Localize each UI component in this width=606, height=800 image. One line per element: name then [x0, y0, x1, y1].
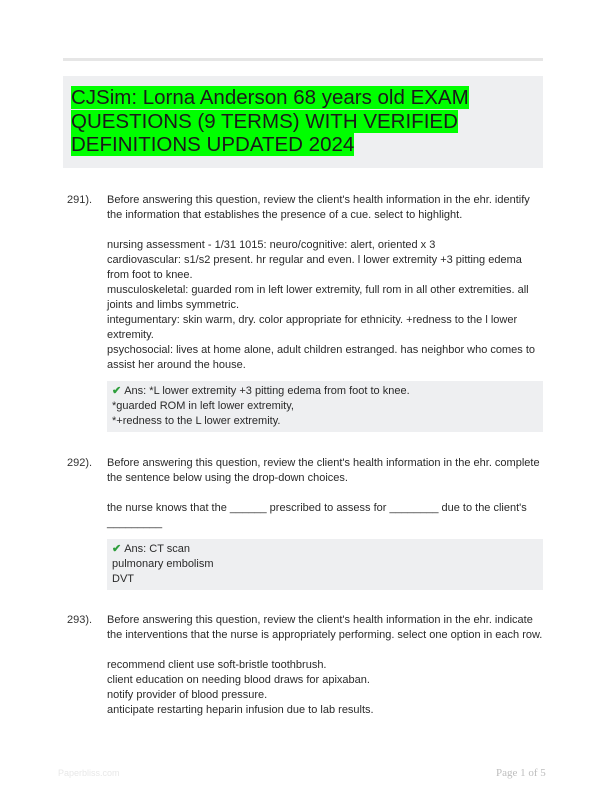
detail-line: notify provider of blood pressure. — [107, 689, 268, 701]
answer-line: DVT — [112, 573, 134, 585]
detail-line: anticipate restarting heparin infusion due to lab results. — [107, 704, 374, 716]
answer-line: *guarded ROM in left lower extremity, — [112, 400, 294, 412]
question-292 — [67, 456, 543, 590]
detail-line: integumentary: skin warm, dry. color appropriate for ethnicity. +redness to the l lower extremity. — [107, 314, 518, 341]
watermark: Paperbliss.com — [58, 768, 120, 778]
detail-line: recommend client use soft-bristle toothbrush. — [107, 659, 327, 671]
question-prompt: Before answering this question, review the client's health information in the ehr. identify the information that establishes the presence of a cue. select to highlight. — [107, 194, 530, 221]
question-body — [107, 613, 543, 718]
answer-box — [107, 381, 543, 432]
question-prompt: Before answering this question, review the client's health information in the ehr. complete the sentence below using the drop-down choices. — [107, 457, 540, 484]
detail-line: the nurse knows that the ______ prescribed to assess for ________ due to the client's _________ — [107, 502, 527, 529]
detail-line: nursing assessment - 1/31 1015: neuro/cognitive: alert, oriented x 3 — [107, 239, 436, 251]
answer-box — [107, 539, 543, 590]
document-title: CJSim: Lorna Anderson 68 years old EXAM QUESTIONS (9 TERMS) WITH VERIFIED DEFINITIONS UPDATED 2024 — [71, 86, 469, 156]
answer-line: *+redness to the L lower extremity. — [112, 415, 281, 427]
detail-line: client education on needing blood draws for apixaban. — [107, 674, 370, 686]
answer-line: Ans: CT scan — [124, 543, 191, 555]
answer-line: Ans: *L lower extremity +3 pitting edema from foot to knee. — [124, 385, 410, 397]
question-number: 292). — [67, 457, 93, 469]
detail-line: musculoskeletal: guarded rom in left lower extremity, full rom in all other extremities. all joints and limbs symmetric. — [107, 284, 529, 311]
detail-line: psychosocial: lives at home alone, adult children estranged. has neighbor who comes to assist her around the house. — [107, 344, 536, 371]
title-banner — [63, 76, 543, 168]
question-body — [107, 193, 543, 373]
answer-line: pulmonary embolism — [112, 558, 214, 570]
check-icon: ✔ — [112, 543, 122, 555]
top-divider — [63, 58, 543, 61]
question-number: 293). — [67, 614, 93, 626]
question-prompt: Before answering this question, review the client's health information in the ehr. indicate the interventions that the nurse is appropriately performing. select one option in each row. — [107, 614, 543, 641]
check-icon: ✔ — [112, 385, 122, 397]
question-291 — [67, 193, 543, 432]
detail-line: cardiovascular: s1/s2 present. hr regular and even. l lower extremity +3 pitting edema from foot to knee. — [107, 254, 522, 281]
question-body — [107, 456, 543, 531]
page-number: Page 1 of 5 — [496, 767, 546, 779]
question-number: 291). — [67, 194, 93, 206]
question-293 — [67, 613, 543, 718]
